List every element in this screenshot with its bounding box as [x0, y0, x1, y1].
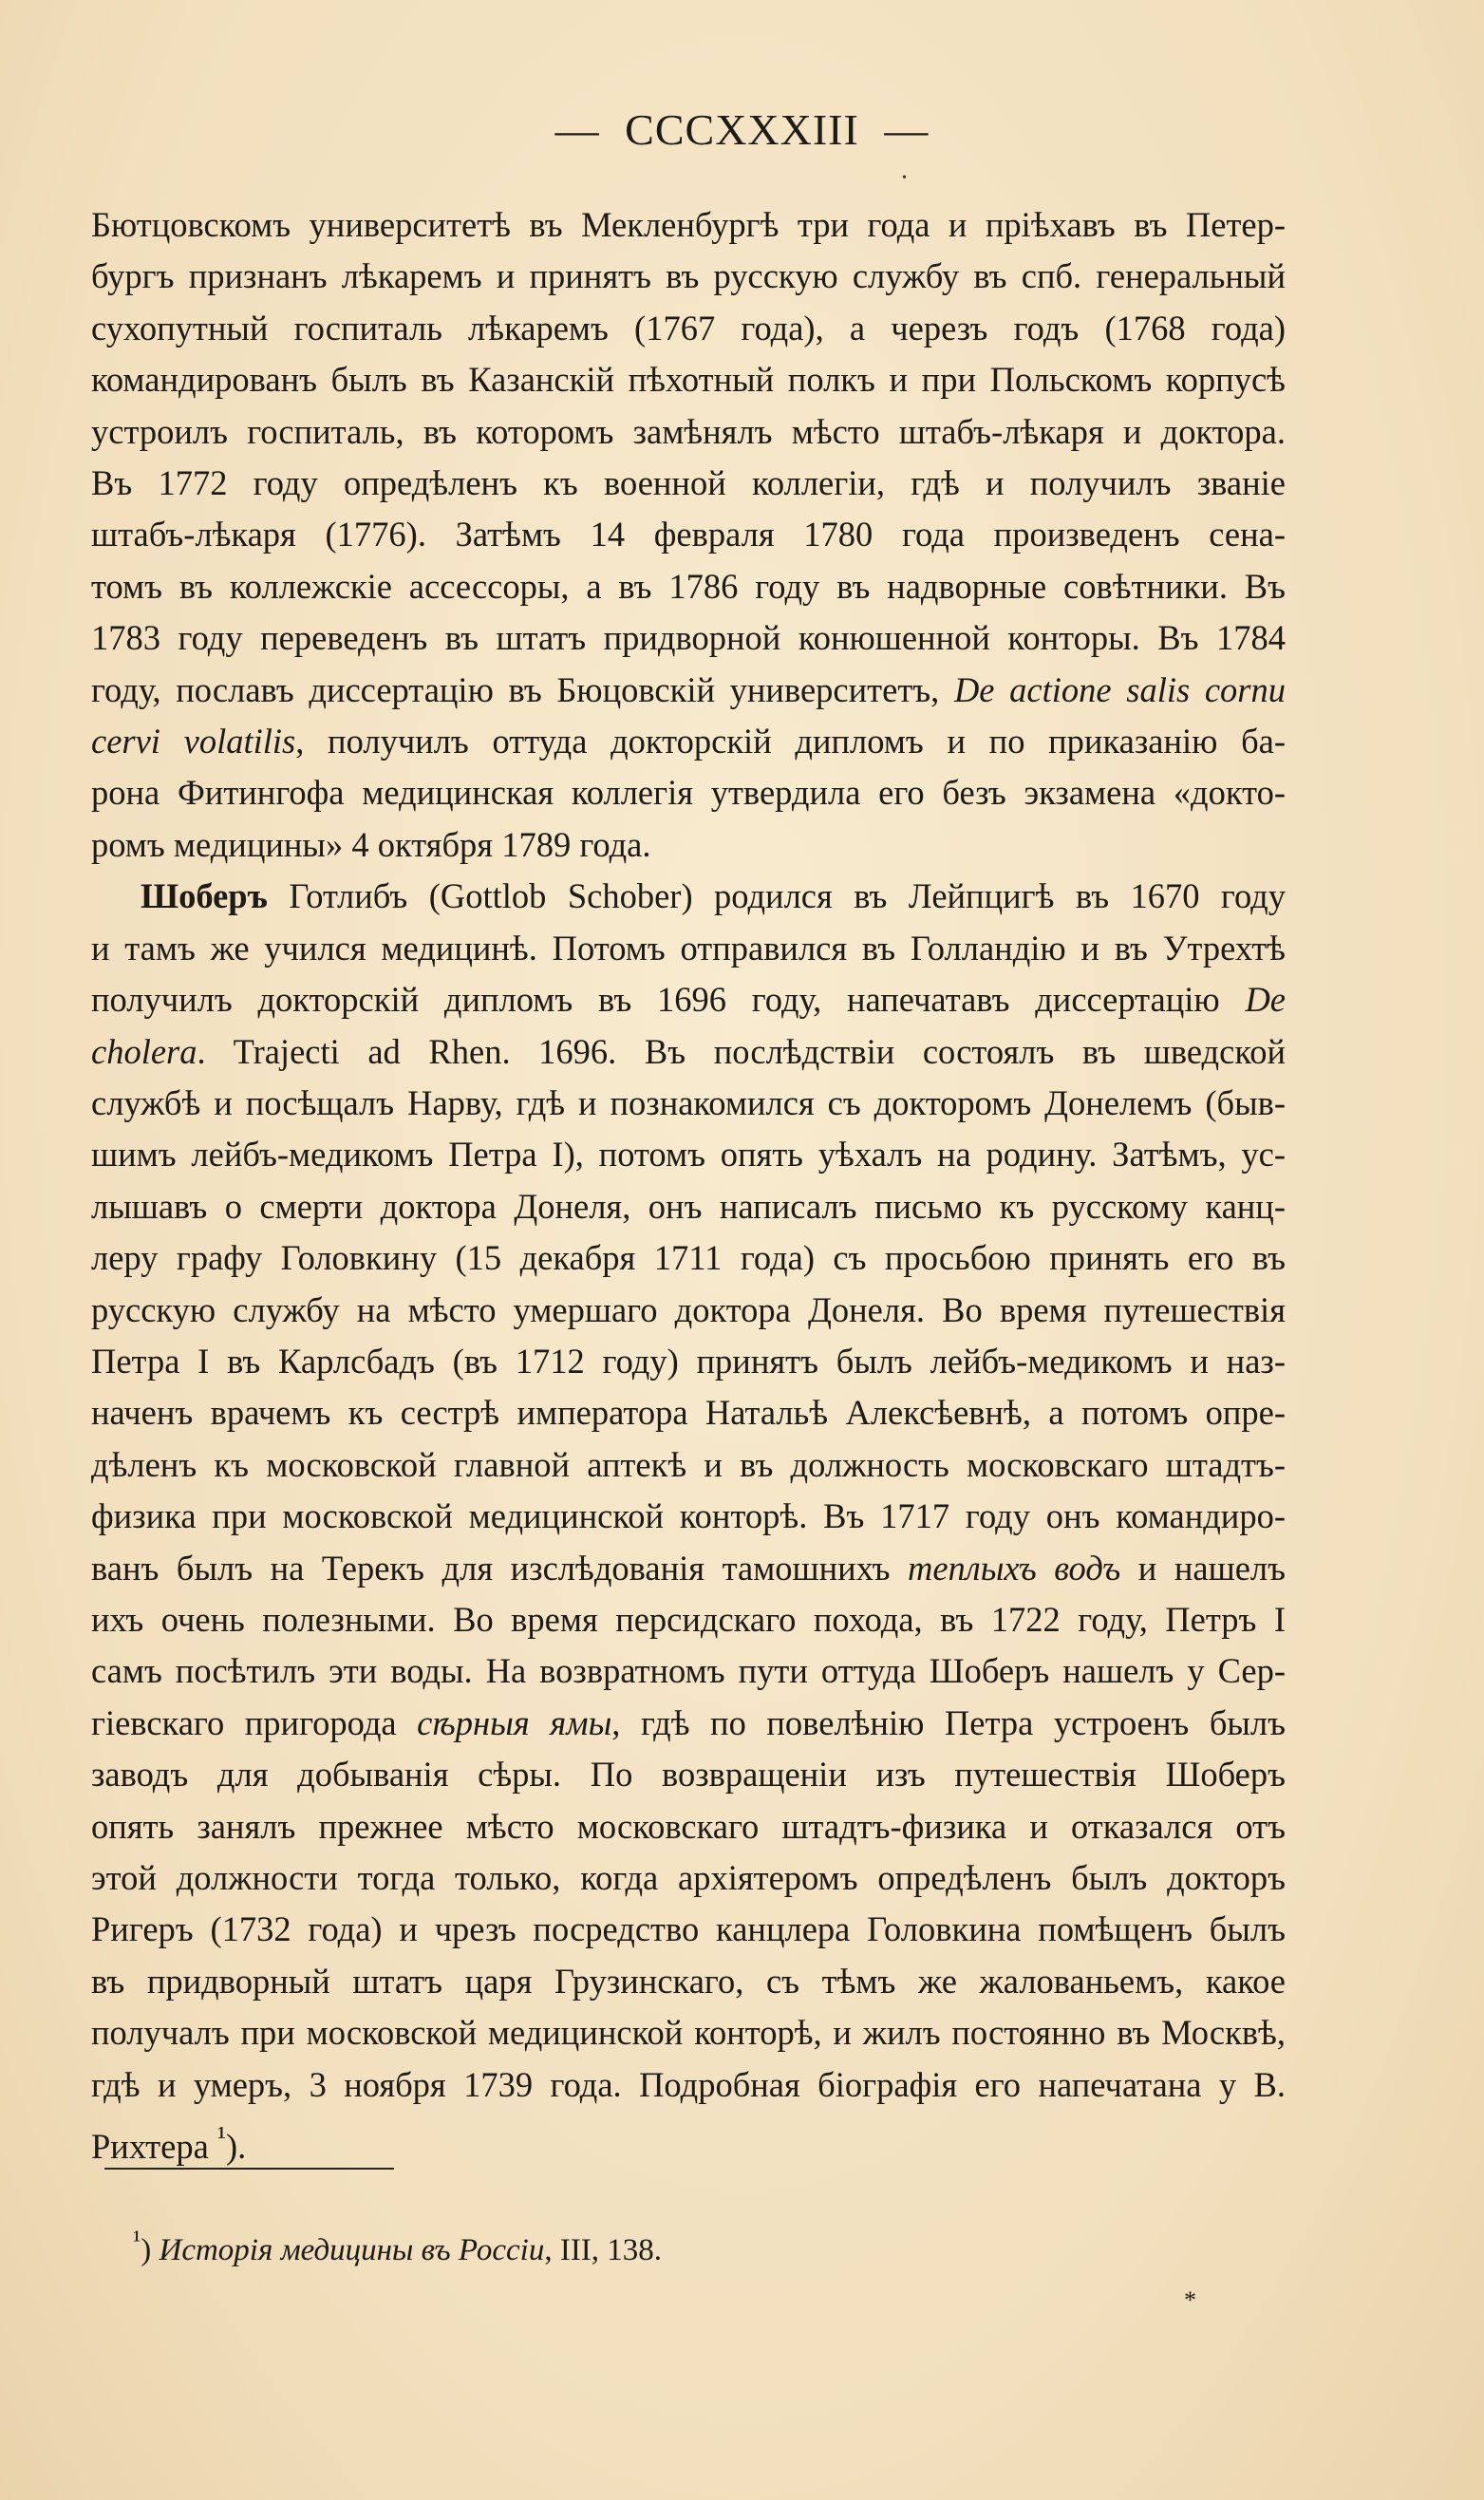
footnote: $^{^1}$) Исторія медицины въ Россіи, III, 138. — [133, 2225, 663, 2267]
text-line: устроилъ госпиталь, въ которомъ замѣнялъ мѣсто штабъ-лѣкаря и доктора. — [91, 411, 1286, 451]
text-line: ванъ былъ на Терекъ для изслѣдованія тамошнихъ теплыхъ водъ и нашелъ — [91, 1548, 1286, 1588]
text-line: cervi volatilis, получилъ оттуда докторскій дипломъ и по приказанію ба- — [91, 722, 1287, 761]
text-line: бургъ признанъ лѣкаремъ и принятъ въ русскую службу въ спб. генеральный — [91, 256, 1286, 296]
text-line: гдѣ и умеръ, 3 ноября 1739 года. Подробная біографія его напечатана у В. — [91, 2064, 1286, 2104]
ink-spot: • — [902, 171, 907, 185]
footnote-ref: ¹ — [216, 2120, 227, 2153]
text-line: Бютцовскомъ университетѣ въ Мекленбургѣ три года и пріѣхавъ въ Петер- — [91, 205, 1286, 244]
printer-ornament: * — [1184, 2286, 1196, 2314]
text-line: физика при московской медицинской конторѣ. Въ 1717 году онъ командиро- — [91, 1496, 1286, 1536]
text-line: гіевскаго пригорода сѣрныя ямы, гдѣ по повелѣнію Петра устроенъ былъ — [91, 1702, 1286, 1742]
dissertation-title-end: cholera — [91, 1031, 197, 1071]
header-dash-right: — — [884, 105, 930, 154]
text-line: 1783 году переведенъ въ штатъ придворной конюшенной конторы. Въ 1784 — [91, 618, 1286, 658]
paragraph-2 — [91, 871, 1286, 2172]
italic-phrase: теплыхъ водъ — [907, 1548, 1121, 1588]
body-text — [91, 199, 1286, 2173]
text-line: Петра I въ Карлсбадъ (въ 1712 году) принятъ былъ лейбъ-медикомъ и наз- — [91, 1341, 1286, 1381]
text-line: службѣ и посѣщалъ Нарву, гдѣ и познакомился съ докторомъ Донелемъ (быв- — [91, 1082, 1286, 1122]
text-line: этой должности тогда только, когда архіятеромъ опредѣленъ былъ докторъ — [91, 1858, 1286, 1897]
text-line: Шоберъ Готлибъ (Gottlob Schober) родился въ Лейпцигѣ въ 1670 году — [141, 876, 1286, 916]
text-line: лышавъ о смерти доктора Донеля, онъ написалъ письмо къ русскому канц- — [91, 1186, 1286, 1226]
text-line: шимъ лейбъ-медикомъ Петра I), потомъ опять уѣхалъ на родину. Затѣмъ, ус- — [91, 1135, 1286, 1175]
text-line: ромъ медицины» 4 октября 1789 года. — [91, 824, 651, 864]
text-line: ихъ очень полезными. Во время персидскаго похода, въ 1722 году, Петръ I — [91, 1599, 1286, 1639]
text-line: томъ въ коллежскіе ассессоры, а въ 1786 году въ надворные совѣтники. Въ — [91, 566, 1286, 606]
footnote-divider — [104, 2168, 394, 2170]
footnote-title: Исторія медицины въ Россіи — [159, 2233, 545, 2267]
dissertation-title: De actione salis cornu — [953, 669, 1286, 709]
dissertation-title-end: cervi volatilis — [91, 722, 296, 761]
text-line: командированъ былъ въ Казанскій пѣхотный полкъ и при Польскомъ корпусѣ — [91, 360, 1286, 400]
text-line: въ придворный штатъ царя Грузинскаго, съ тѣмъ же жалованьемъ, какое — [91, 1961, 1286, 2001]
text-line: самъ посѣтилъ эти воды. На возвратномъ пути оттуда Шоберъ нашелъ у Сер- — [91, 1651, 1286, 1691]
text-line: году, пославъ диссертацію въ Бюцовскій университетъ, De actione salis cornu — [91, 669, 1286, 709]
text-line: леру графу Головкину (15 декабря 1711 года) съ просьбою принять его въ — [91, 1238, 1286, 1278]
paragraph-1 — [91, 199, 1286, 871]
text-line: опять занялъ прежнее мѣсто московскаго штадтъ-физика и отказался отъ — [91, 1806, 1286, 1846]
text-line: получилъ докторскій дипломъ въ 1696 году, напечатавъ диссертацію De — [91, 980, 1286, 1020]
text-line: дѣленъ къ московской главной аптекѣ и въ должность московскаго штадтъ- — [91, 1444, 1286, 1484]
italic-phrase: сѣрныя ямы — [417, 1702, 612, 1742]
page-number-header — [0, 104, 1484, 155]
text-line: Ригеръ (1732 года) и чрезъ посредство канцлера Головкина помѣщенъ былъ — [91, 1909, 1286, 1949]
text-line: Рихтера $^{^1}$). — [91, 2120, 247, 2167]
text-line: получалъ при московской медицинской конторѣ, и жилъ постоянно въ Москвѣ, — [91, 2013, 1286, 2053]
text-line: и тамъ же учился медицинѣ. Потомъ отправился въ Голландію и въ Утрехтѣ — [91, 928, 1286, 968]
text-line: сухопутный госпиталь лѣкаремъ (1767 года), а черезъ годъ (1768 года) — [91, 308, 1286, 348]
text-line: Въ 1772 году опредѣленъ къ военной коллегіи, гдѣ и получилъ званіе — [91, 463, 1286, 503]
header-dash-left: — — [554, 105, 600, 154]
text-line: заводъ для добыванія сѣры. По возвращеніи изъ путешествія Шоберъ — [91, 1755, 1286, 1795]
entry-name: Шоберъ — [141, 876, 268, 916]
dissertation-title: De — [1245, 980, 1286, 1020]
text-line: штабъ-лѣкаря (1776). Затѣмъ 14 февраля 1780 года произведенъ сена- — [91, 515, 1286, 555]
page-number: CCCXXXIII — [625, 105, 859, 154]
text-line: cholera. Trajecti ad Rhen. 1696. Въ послѣдствіи состоялъ въ шведской — [91, 1031, 1286, 1071]
footnote-mark: ¹ — [133, 2225, 141, 2254]
text-line: русскую службу на мѣсто умершаго доктора Донеля. Во время путешествія — [91, 1289, 1286, 1329]
text-line: наченъ врачемъ къ сестрѣ императора Натальѣ Алексѣевнѣ, а потомъ опре- — [91, 1393, 1286, 1433]
text-line: рона Фитингофа медицинская коллегія утвердила его безъ экзамена «докто- — [91, 773, 1286, 813]
